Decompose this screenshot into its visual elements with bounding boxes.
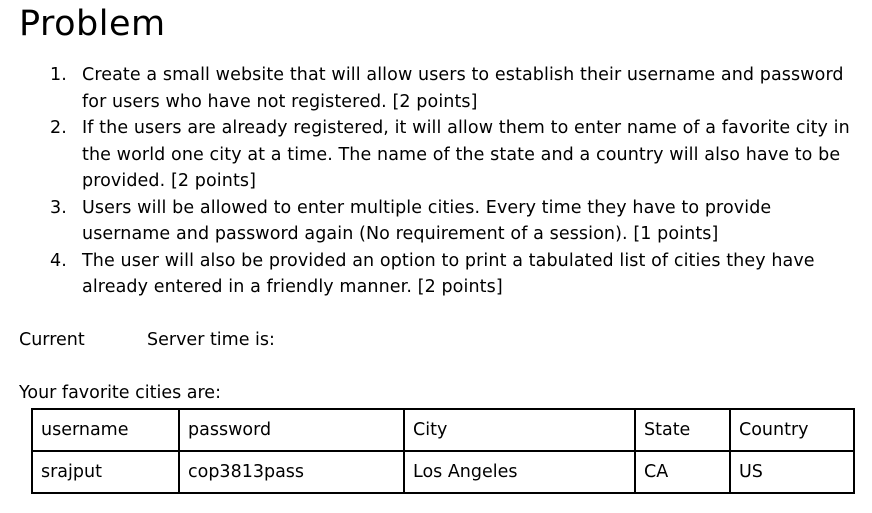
favorites-heading: Your favorite cities are:	[19, 383, 221, 403]
favorite-cities-table	[31, 408, 855, 494]
requirement-text: If the users are already registered, it will allow them to enter name of a favorite city in the world one city at a time. The name of the state and a country will also have to be provided. [2 points]	[82, 118, 850, 191]
requirement-number: 4.	[50, 250, 67, 271]
page-title: Problem	[19, 4, 166, 44]
cell-state: CA	[635, 451, 730, 493]
requirement-item	[50, 195, 855, 248]
column-header-country: Country	[730, 409, 854, 451]
table-row	[32, 451, 854, 493]
server-time-label: Server time is:	[147, 330, 275, 350]
requirement-number: 2.	[50, 118, 67, 138]
requirements-list	[50, 62, 855, 301]
cell-username: srajput	[32, 451, 179, 493]
column-header-password: password	[179, 409, 404, 451]
column-header-state: State	[635, 409, 730, 451]
requirement-item	[50, 115, 855, 195]
requirement-text: The user will also be provided an option to print a tabulated list of cities they have already entered in a friendly manner. [2 points]	[82, 250, 815, 297]
requirement-item	[50, 248, 855, 301]
table-header-row	[32, 409, 854, 451]
requirement-item	[50, 62, 855, 115]
cell-password: cop3813pass	[179, 451, 404, 493]
requirement-text: Create a small website that will allow users to establish their username and password for users who have not registered. [2 points]	[82, 65, 844, 112]
server-status-line	[19, 328, 275, 352]
current-label: Current	[19, 330, 85, 350]
column-header-username: username	[32, 409, 179, 451]
requirement-text: Users will be allowed to enter multiple cities. Every time they have to provide username and password again (No requirement of a session). [1 points]	[82, 197, 772, 244]
cell-country: US	[730, 451, 854, 493]
requirement-number: 1.	[50, 65, 67, 85]
cell-city: Los Angeles	[404, 451, 635, 493]
requirement-number: 3.	[50, 197, 67, 218]
column-header-city: City	[404, 409, 635, 451]
